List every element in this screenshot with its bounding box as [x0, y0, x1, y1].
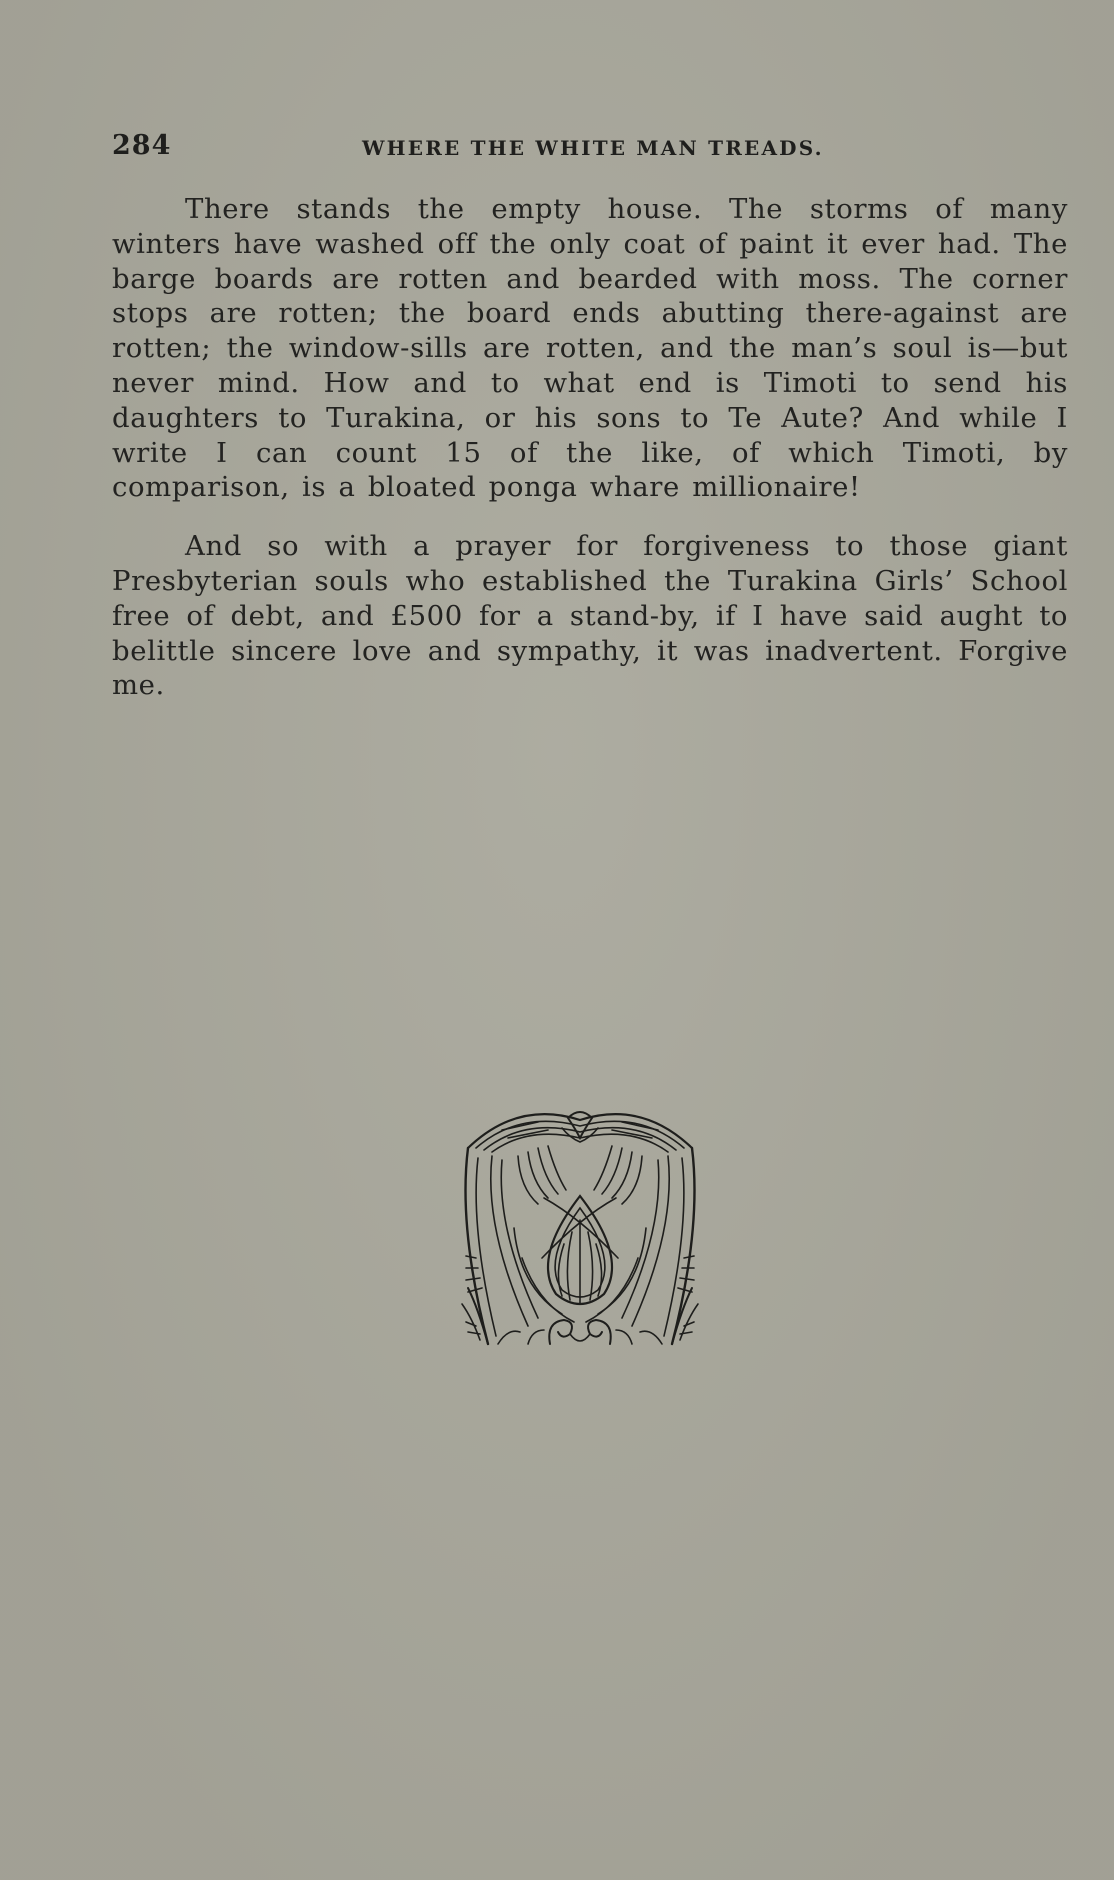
paragraph-1: There stands the empty house. The storms of many winters have washed off the only coat of paint it ever had. The barge boards are rotten and bearded with moss. The corner stops are rotten; the board ends abutting there-against are rotten; the window-sills are rotten, and the man’s soul is—but never mind. How and to what end is Timoti to send his daughters to Turakina, or his sons to Te Aute? And while I write I can count 15 of the like, of which Timoti, by comparison, is a bloated ponga whare millionaire! — [112, 193, 1068, 504]
running-head — [112, 130, 1070, 170]
floral-tailpiece-ornament-icon — [458, 1108, 702, 1352]
body-text — [112, 192, 1068, 727]
page-number: 284 — [112, 130, 172, 161]
paragraph-2: And so with a prayer for forgiveness to those giant Presbyterian souls who established the Turakina Girls’ School free of debt, and £500 for a stand-by, if I have said aught to belittle sincere love and sympathy, it was inadvertent. Forgive me. — [112, 530, 1068, 702]
running-title: WHERE THE WHITE MAN TREADS. — [362, 136, 824, 160]
